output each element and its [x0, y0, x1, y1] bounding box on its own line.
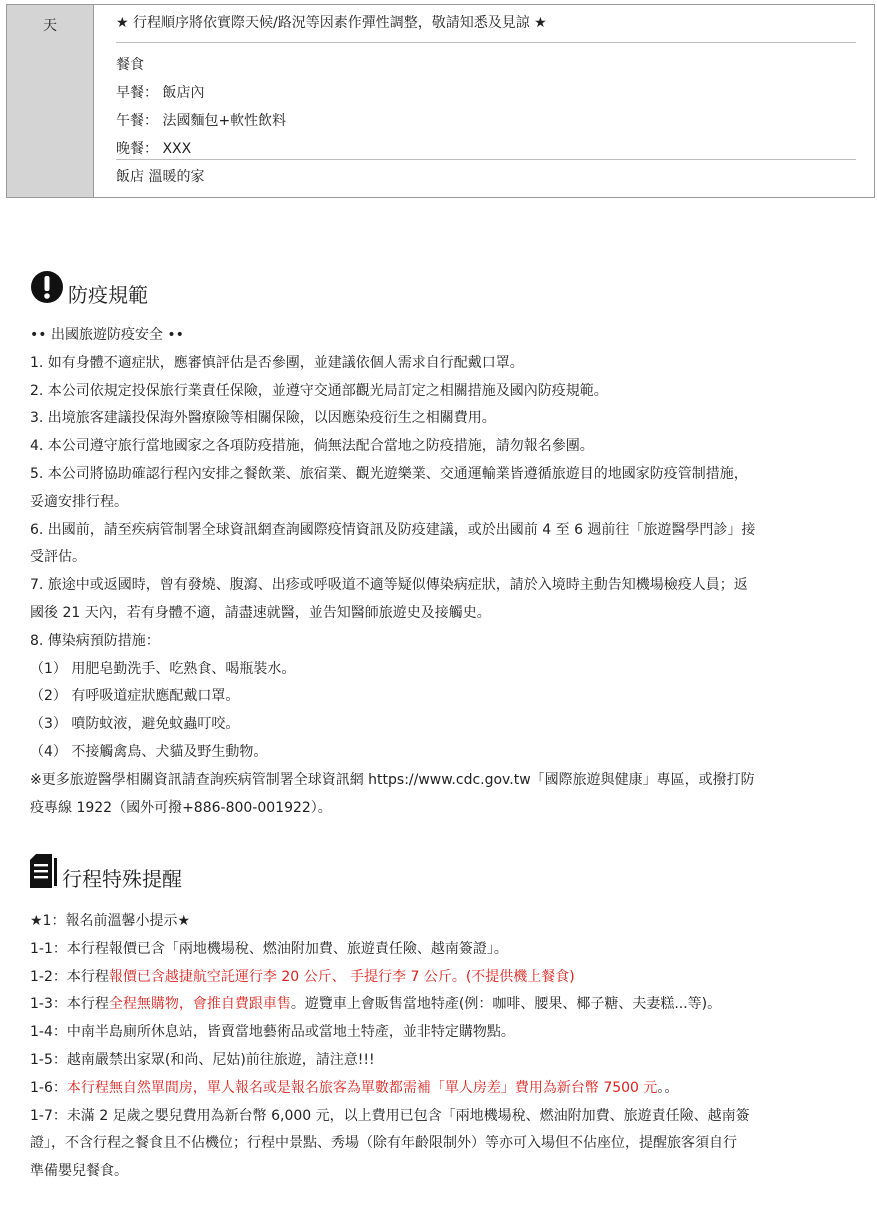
dinner: 晚餐： XXX	[116, 141, 192, 157]
reminder-1-3-suffix: 。遊覽車上會販售當地特產(例：咖啡、腰果、椰子糖、夫妻糕...等)。	[290, 996, 722, 1013]
reminder-title-row	[30, 856, 860, 892]
epidemic-line: 8. 傳染病預防措施：	[30, 632, 160, 649]
reminder-lines	[30, 908, 860, 1186]
reminder-line-1-5: 1-5：越南嚴禁出家眾(和尚、尼姑)前往旅遊，請注意!!!	[30, 1051, 375, 1068]
reminder-1-6-suffix: 。。	[657, 1079, 679, 1096]
epidemic-line: 7. 旅途中或返國時，曾有發燒、腹瀉、出疹或呼吸道不適等疑似傳染病症狀，請於入境時主動告知機場檢疫人員；返	[30, 577, 748, 594]
epidemic-line: 5. 本公司將協助確認行程內安排之餐飲業、旅宿業、觀光遊樂業、交通運輸業皆遵循旅遊目的地國家防疫管制措施，	[30, 465, 748, 482]
epidemic-line: 1. 如有身體不適症狀，應審慎評估是否參團，並建議依個人需求自行配戴口罩。	[30, 354, 524, 371]
document-icon	[30, 854, 58, 892]
day-label: 天	[7, 5, 94, 197]
reminder-line-1-2	[30, 964, 860, 992]
epidemic-line: 4. 本公司遵守旅行當地國家之各項防疫措施，倘無法配合當地之防疫措施，請勿報名參團。	[30, 438, 594, 455]
reminder-section	[30, 856, 860, 1186]
epidemic-line: （2） 有呼吸道症狀應配戴口罩。	[30, 688, 240, 705]
epidemic-title-row	[30, 272, 860, 308]
epidemic-title: 防疫規範	[68, 283, 148, 307]
epidemic-line: 受評估。	[30, 549, 86, 566]
itinerary-day-table	[6, 4, 875, 198]
epidemic-line: 3. 出境旅客建議投保海外醫療險等相關保險，以因應染疫衍生之相關費用。	[30, 410, 496, 427]
epidemic-line: 國後 21 天內，若有身體不適，請盡速就醫，並告知醫師旅遊史及接觸史。	[30, 604, 491, 621]
itinerary-notice: ★ 行程順序將依實際天候/路況等因素作彈性調整，敬請知悉及見諒 ★	[116, 5, 856, 43]
reminder-line-1-7b: 證」，不含行程之餐食且不佔機位；行程中景點、秀場（除有年齡限制外）等亦可入場但不佔座位，提醒旅客須自行	[30, 1135, 737, 1152]
reminder-1-3-prefix: 1-3：本行程	[30, 996, 109, 1013]
epidemic-line: （4） 不接觸禽鳥、犬貓及野生動物。	[30, 743, 268, 760]
epidemic-line: 6. 出國前，請至疾病管制署全球資訊網查詢國際疫情資訊及防疫建議，或於出國前 4 至 6 週前往「旅遊醫學門診」接	[30, 521, 756, 538]
reminder-line-1-4: 1-4：中南半島廁所休息站，皆賣當地藝術品或當地土特產，並非特定購物點。	[30, 1024, 515, 1041]
breakfast: 早餐： 飯店內	[116, 85, 205, 101]
epidemic-line: 2. 本公司依規定投保旅行業責任保險，並遵守交通部觀光局訂定之相關措施及國內防疫規範。	[30, 382, 608, 399]
epidemic-line: （1） 用肥皂勤洗手、吃熟食、喝瓶裝水。	[30, 660, 296, 677]
epidemic-section	[30, 272, 860, 822]
reminder-1-2-prefix: 1-2：本行程	[30, 968, 109, 985]
lunch: 午餐： 法國麵包+軟性飲料	[116, 113, 287, 129]
reminder-1-3-highlight: 全程無購物，會推自費跟車售	[108, 996, 291, 1013]
reminder-1-2-highlight: 報價已含越捷航空託運行李 20 公斤、 手提行李 7 公斤。(不提供機上餐食)	[108, 968, 575, 985]
reminder-line-1-3	[30, 991, 860, 1019]
reminder-line-1-7a: 1-7：未滿 2 足歲之嬰兒費用為新台幣 6,000 元，以上費用已包含「兩地機場稅、燃油附加費、旅遊責任險、越南簽	[30, 1107, 750, 1124]
epidemic-line: ※更多旅遊醫學相關資訊請查詢疾病管制署全球資訊網 https://www.cdc.gov.tw「國際旅遊與健康」專區，或撥打防	[30, 771, 755, 788]
hotel: 飯店 溫暖的家	[116, 169, 205, 185]
epidemic-line: •• 出國旅遊防疫安全 ••	[30, 327, 184, 343]
reminder-line-1-6	[30, 1075, 860, 1103]
reminder-header: ★1：報名前溫馨小提示★	[30, 913, 191, 929]
epidemic-lines	[30, 322, 860, 822]
reminder-1-6-highlight: 本行程無自然單間房，單人報名或是報名旅客為單數都需補「單人房差」費用為新台幣 7500 元	[66, 1079, 658, 1096]
reminder-1-6-prefix: 1-6：	[30, 1079, 67, 1096]
exclamation-circle-icon	[30, 270, 64, 308]
reminder-line-1-1: 1-1：本行程報價已含「兩地機場稅、燃油附加費、旅遊責任險、越南簽證」。	[30, 940, 508, 957]
epidemic-line: （3） 噴防蚊液，避免蚊蟲叮咬。	[30, 716, 240, 733]
reminder-title: 行程特殊提醒	[62, 867, 182, 891]
day-content	[94, 5, 874, 197]
epidemic-line: 妥適安排行程。	[30, 493, 128, 510]
meals-title: 餐食	[116, 57, 144, 73]
meals-block	[116, 43, 856, 160]
reminder-line-1-7c: 準備嬰兒餐食。	[30, 1163, 128, 1180]
epidemic-line: 疫專線 1922（國外可撥+886-800-001922）。	[30, 799, 332, 816]
